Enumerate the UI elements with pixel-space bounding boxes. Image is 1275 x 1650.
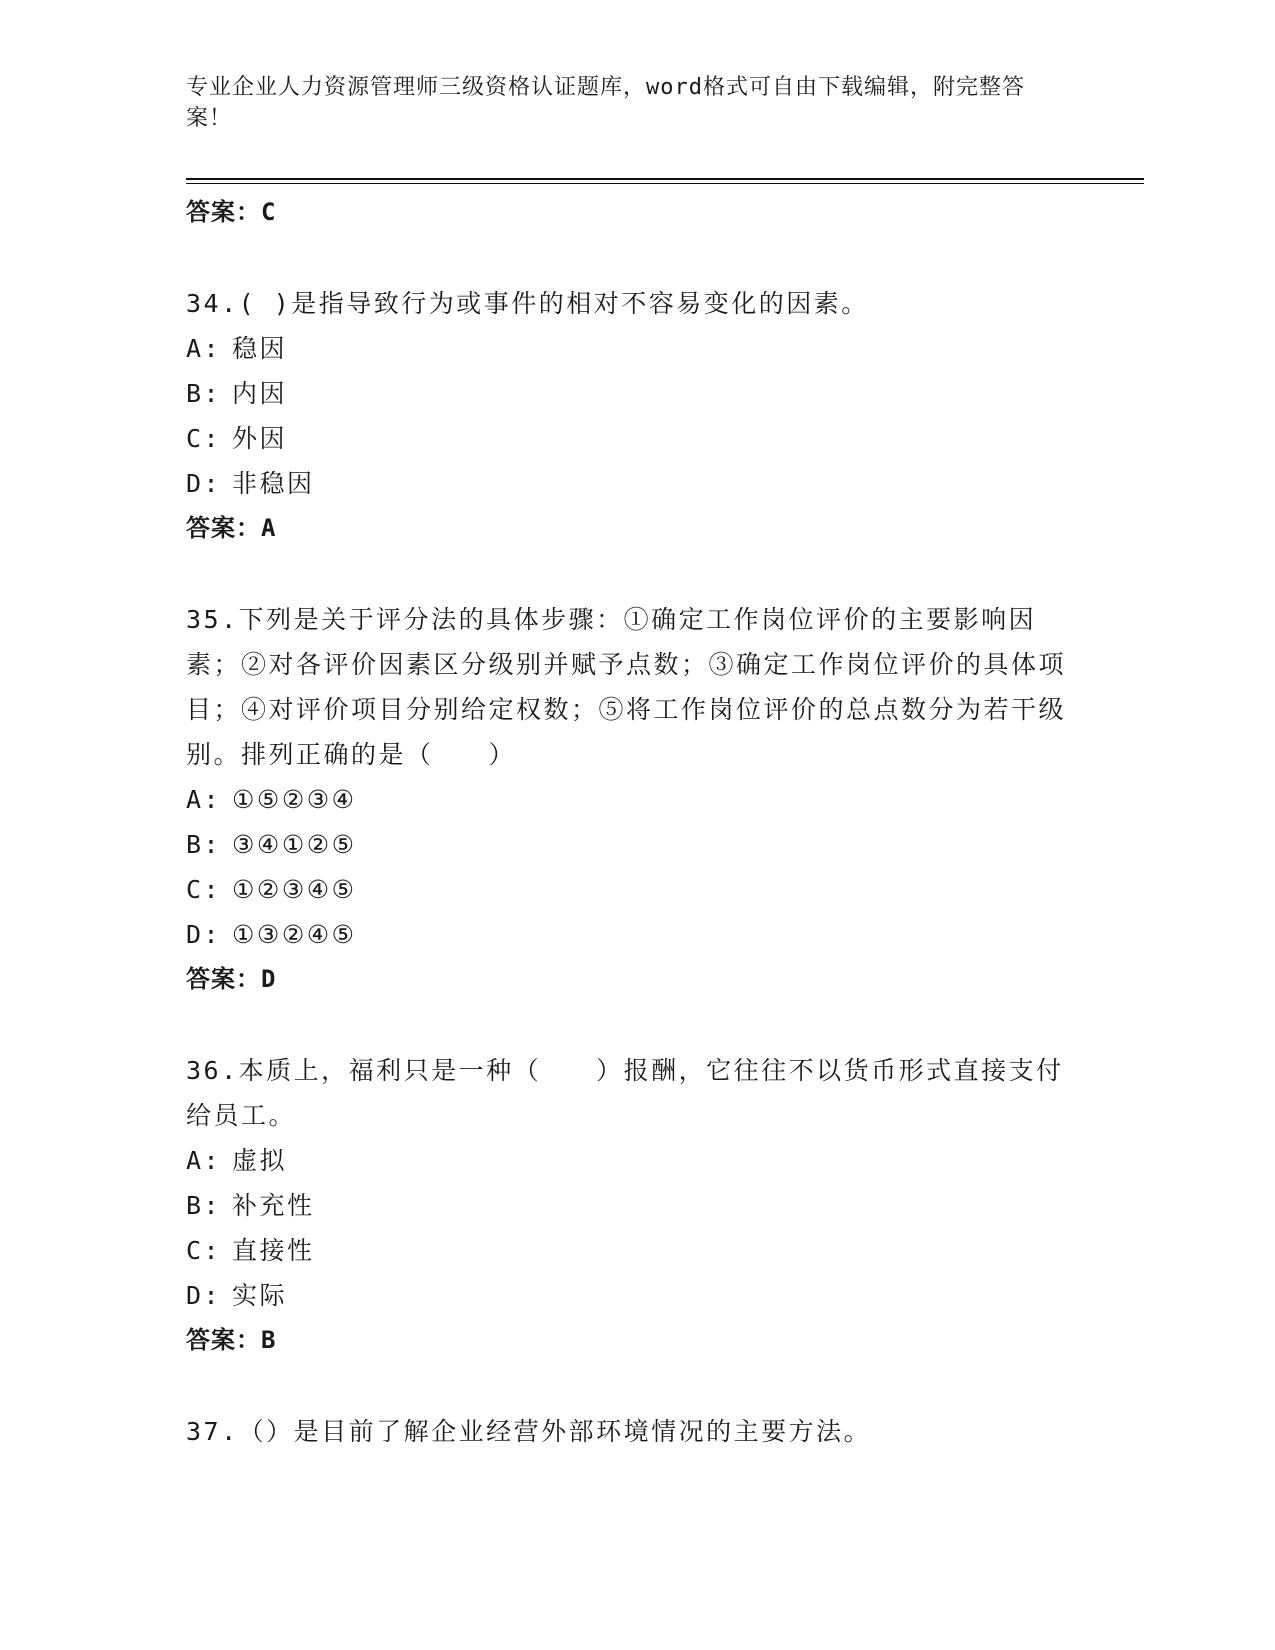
option-text: 非稳因 bbox=[232, 469, 315, 498]
answer-line bbox=[186, 1318, 1066, 1363]
option-d bbox=[186, 912, 1066, 957]
option-b bbox=[186, 371, 1066, 416]
option-text: ①②③④⑤ bbox=[232, 875, 357, 904]
option-text: 内因 bbox=[232, 379, 288, 408]
option-letter: A: bbox=[186, 1146, 222, 1175]
answer-line bbox=[186, 506, 1066, 551]
document-header: 专业企业人力资源管理师三级资格认证题库，word格式可自由下载编辑，附完整答案！ bbox=[186, 75, 1025, 131]
option-text: 外因 bbox=[232, 424, 288, 453]
option-a bbox=[186, 777, 1066, 822]
option-c bbox=[186, 867, 1066, 912]
question-37 bbox=[186, 1409, 1066, 1454]
option-a bbox=[186, 326, 1066, 371]
option-letter: B: bbox=[186, 379, 222, 408]
option-b bbox=[186, 822, 1066, 867]
header-rule-thin bbox=[186, 183, 1144, 184]
answer-line bbox=[186, 957, 1066, 1002]
spacer bbox=[186, 1002, 1066, 1048]
answer-value: C bbox=[261, 198, 277, 226]
option-text: ①③②④⑤ bbox=[232, 920, 357, 949]
answer-label: 答案： bbox=[186, 198, 261, 226]
option-text: 实际 bbox=[232, 1281, 288, 1310]
answer-value: B bbox=[261, 1326, 277, 1354]
option-d bbox=[186, 461, 1066, 506]
answer-value: D bbox=[261, 965, 277, 993]
option-letter: B: bbox=[186, 830, 222, 859]
option-d bbox=[186, 1273, 1066, 1318]
question-list bbox=[186, 190, 1066, 1454]
option-a bbox=[186, 1138, 1066, 1183]
header-rule-thick bbox=[186, 178, 1144, 180]
option-text: 虚拟 bbox=[232, 1146, 288, 1175]
option-text: ③④①②⑤ bbox=[232, 830, 357, 859]
option-letter: D: bbox=[186, 920, 222, 949]
answer-label: 答案： bbox=[186, 1326, 261, 1354]
option-c bbox=[186, 1228, 1066, 1273]
option-text: 直接性 bbox=[232, 1236, 315, 1265]
question-36 bbox=[186, 1048, 1066, 1363]
question-stem: 35.下列是关于评分法的具体步骤：①确定工作岗位评价的主要影响因素；②对各评价因素区分级别并赋予点数；③确定工作岗位评价的具体项目；④对评价项目分别给定权数；⑤将工作岗位评价的总点数分为若干级别。排列正确的是（ ） bbox=[186, 605, 1067, 769]
option-letter: D: bbox=[186, 1281, 222, 1310]
spacer bbox=[186, 551, 1066, 597]
answer-line bbox=[186, 190, 1066, 235]
question-34 bbox=[186, 281, 1066, 551]
option-letter: A: bbox=[186, 785, 222, 814]
option-c bbox=[186, 416, 1066, 461]
option-letter: C: bbox=[186, 875, 222, 904]
spacer bbox=[186, 235, 1066, 281]
question-stem: 37.（）是目前了解企业经营外部环境情况的主要方法。 bbox=[186, 1417, 872, 1446]
answer-value: A bbox=[261, 514, 277, 542]
option-b bbox=[186, 1183, 1066, 1228]
option-letter: A: bbox=[186, 334, 222, 363]
option-text: 补充性 bbox=[232, 1191, 315, 1220]
question-stem: 36.本质上，福利只是一种（ ）报酬，它往往不以货币形式直接支付给员工。 bbox=[186, 1056, 1064, 1130]
answer-label: 答案： bbox=[186, 965, 261, 993]
option-letter: D: bbox=[186, 469, 222, 498]
option-letter: B: bbox=[186, 1191, 222, 1220]
option-text: ①⑤②③④ bbox=[232, 785, 357, 814]
option-letter: C: bbox=[186, 1236, 222, 1265]
spacer bbox=[186, 1363, 1066, 1409]
answer-label: 答案： bbox=[186, 514, 261, 542]
question-35 bbox=[186, 597, 1066, 1002]
question-stem: 34.( )是指导致行为或事件的相对不容易变化的因素。 bbox=[186, 289, 869, 318]
option-text: 稳因 bbox=[232, 334, 288, 363]
option-letter: C: bbox=[186, 424, 222, 453]
